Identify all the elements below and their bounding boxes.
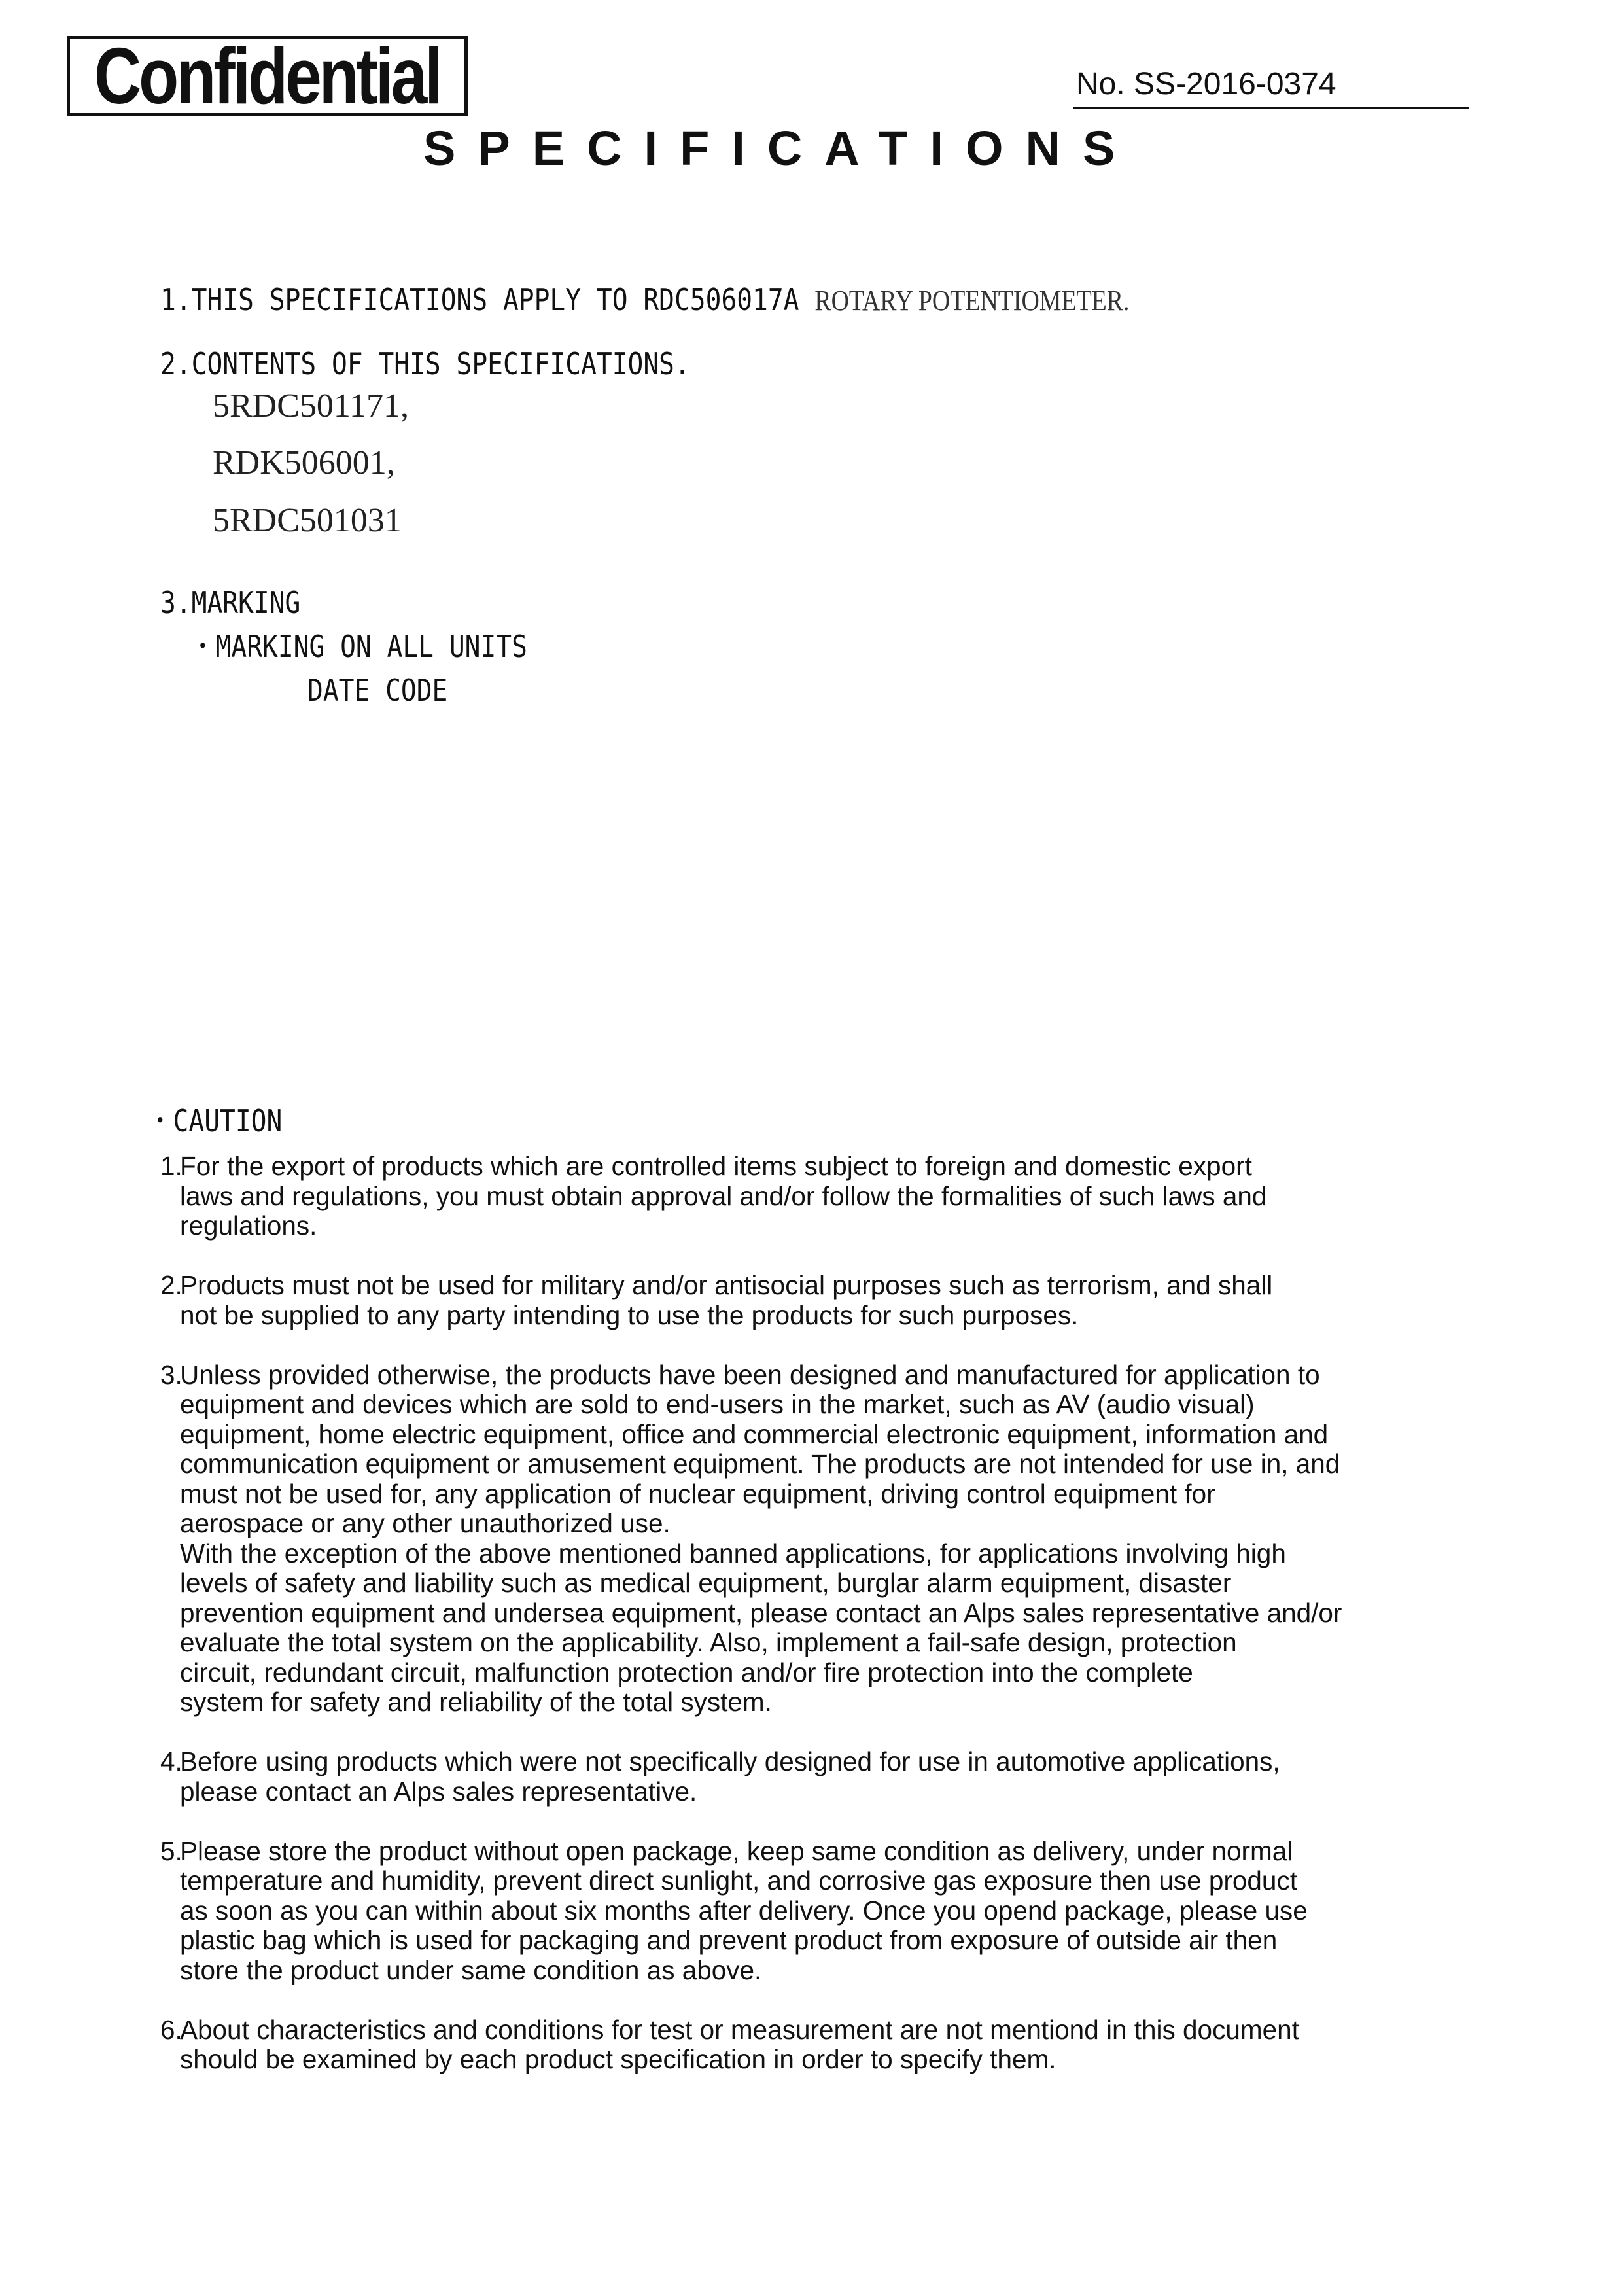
section-2-item-1: 5RDC501171, — [213, 387, 409, 425]
caution-item-number: 3. — [160, 1359, 183, 1390]
caution-line: prevention equipment and undersea equipment, please contact an Alps sales representative and/or — [180, 1597, 1342, 1628]
section-3-sub: DATE CODE — [307, 673, 448, 708]
caution-line: laws and regulations, you must obtain approval and/or follow the formalities of such laws and — [180, 1180, 1267, 1211]
confidential-stamp-text: Confidential — [94, 36, 440, 116]
caution-item-number: 5. — [160, 1835, 183, 1866]
document-number-underline — [1073, 107, 1469, 109]
caution-item-3 — [160, 1360, 1442, 1718]
caution-line: communication equipment or amusement equipment. The products are not intended for use in, and — [180, 1449, 1340, 1479]
caution-item-number: 4. — [160, 1746, 183, 1776]
caution-item-4 — [160, 1747, 1442, 1807]
caution-line: circuit, redundant circuit, malfunction protection and/or fire protection into the complete — [180, 1657, 1193, 1687]
caution-line: equipment, home electric equipment, office and commercial electronic equipment, information and — [180, 1419, 1329, 1449]
caution-line: plastic bag which is used for packaging and prevent product from exposure of outside air then — [180, 1925, 1278, 1955]
document-number: No. SS-2016-0374 — [1076, 67, 1336, 101]
section-2-item-3: 5RDC501031 — [213, 502, 402, 539]
caution-line: regulations. — [180, 1210, 317, 1241]
caution-line: About characteristics and conditions for test or measurement are not mentiond in this document — [180, 2014, 1299, 2045]
caution-line: should be examined by each product specification in order to specify them. — [180, 2044, 1056, 2074]
caution-list — [160, 1152, 1442, 2104]
caution-item-1 — [160, 1152, 1442, 1241]
caution-line: For the export of products which are controlled items subject to foreign and domestic export — [180, 1151, 1252, 1181]
caution-item-2 — [160, 1271, 1442, 1330]
caution-line: evaluate the total system on the applicability. Also, implement a fail-safe design, protection — [180, 1627, 1237, 1657]
section-1-text: 1.THIS SPECIFICATIONS APPLY TO RDC506017A — [160, 282, 799, 317]
caution-line: Please store the product without open package, keep same condition as delivery, under normal — [180, 1835, 1293, 1866]
caution-item-6 — [160, 2015, 1442, 2075]
caution-line: Products must not be used for military and/or antisocial purposes such as terrorism, and shall — [180, 1270, 1273, 1300]
caution-line: not be supplied to any party intending to use the products for such purposes. — [180, 1299, 1079, 1330]
caution-line: With the exception of the above mentioned banned applications, for applications involving high — [180, 1538, 1286, 1568]
caution-line: equipment and devices which are sold to end-users in the market, such as AV (audio visual) — [180, 1389, 1255, 1419]
section-3-bullet: ・MARKING ON ALL UNITS — [190, 629, 527, 664]
caution-line: as soon as you can within about six months after delivery. Once you opend package, please use — [180, 1895, 1308, 1926]
section-3-heading: 3.MARKING — [160, 585, 301, 620]
caution-line: temperature and humidity, prevent direct sunlight, and corrosive gas exposure then use product — [180, 1865, 1297, 1896]
caution-line: must not be used for, any application of nuclear equipment, driving control equipment for — [180, 1478, 1215, 1509]
page-title: SPECIFICATIONS — [423, 121, 1138, 175]
caution-line: aerospace or any other unauthorized use. — [180, 1508, 671, 1538]
confidential-stamp — [67, 36, 468, 116]
section-2-item-2: RDK506001, — [213, 444, 395, 482]
caution-item-number: 6. — [160, 2014, 183, 2045]
caution-heading: ・CAUTION — [147, 1103, 283, 1139]
caution-item-5 — [160, 1837, 1442, 1986]
section-1-product: ROTARY POTENTIOMETER. — [814, 285, 1130, 317]
caution-line: Unless provided otherwise, the products have been designed and manufactured for application to — [180, 1359, 1320, 1390]
caution-line: levels of safety and liability such as medical equipment, burglar alarm equipment, disaster — [180, 1568, 1232, 1598]
section-2-heading: 2.CONTENTS OF THIS SPECIFICATIONS. — [160, 346, 690, 381]
caution-line: store the product under same condition as above. — [180, 1954, 762, 1985]
caution-item-number: 2. — [160, 1270, 183, 1300]
caution-line: Before using products which were not specifically designed for use in automotive applications, — [180, 1746, 1280, 1776]
caution-line: please contact an Alps sales representative. — [180, 1776, 697, 1807]
section-1 — [160, 282, 1130, 317]
caution-line: system for safety and reliability of the total system. — [180, 1687, 772, 1717]
caution-item-number: 1. — [160, 1151, 183, 1181]
